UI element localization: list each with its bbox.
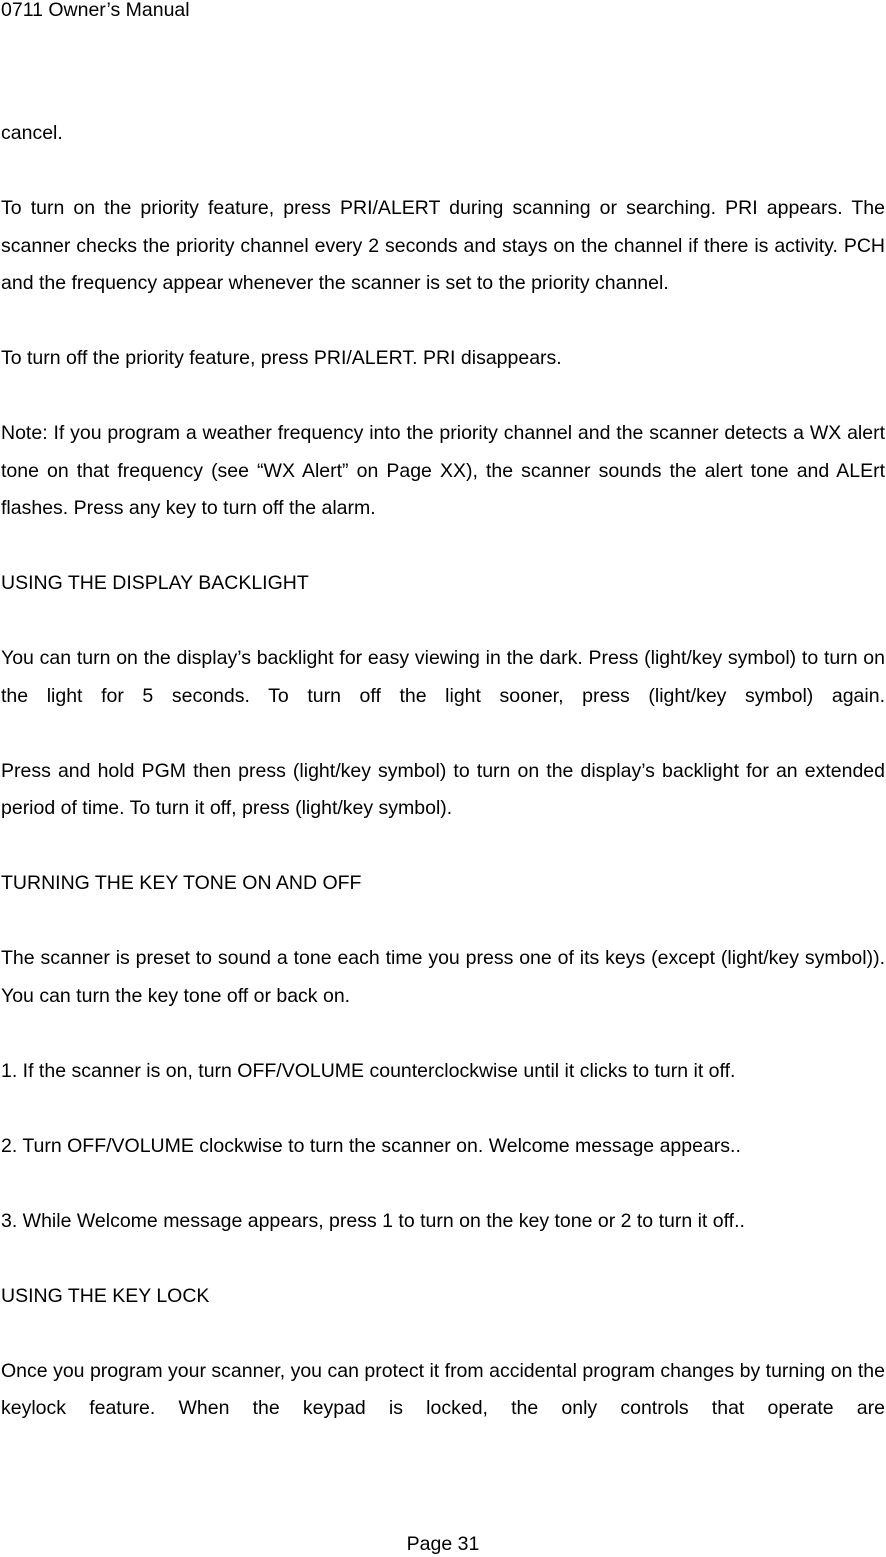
paragraph-key-tone-intro: The scanner is preset to sound a tone each time you press one of its keys (except (light/key symbol)). You can turn the key tone off or back on. xyxy=(1,947,885,1007)
heading-key-tone: TURNING THE KEY TONE ON AND OFF xyxy=(1,872,362,894)
paragraph-cancel: cancel. xyxy=(1,122,63,144)
page-number: Page 31 xyxy=(406,1533,480,1555)
paragraph-key-lock: Once you program your scanner, you can protect it from accidental program changes by turning on the keylock feature. When the keypad is locked, the only controls that operate are xyxy=(1,1359,885,1419)
step-1-turn-off: 1. If the scanner is on, turn OFF/VOLUME counterclockwise until it clicks to turn it off. xyxy=(1,1059,736,1082)
heading-display-backlight: USING THE DISPLAY BACKLIGHT xyxy=(1,572,309,594)
page-body xyxy=(1,115,885,1465)
paragraph-backlight-extended: Press and hold PGM then press (light/key symbol) to turn on the display’s backlight for an extended period of time. To turn it off, press (light/key symbol). xyxy=(1,759,885,819)
page-header-title: 0711 Owner’s Manual xyxy=(1,0,190,21)
paragraph-backlight-on: You can turn on the display’s backlight for easy viewing in the dark. Press (light/key symbol) to turn on the light for 5 seconds. To turn off the light sooner, press (light/key symbol) again. xyxy=(1,647,885,707)
heading-key-lock: USING THE KEY LOCK xyxy=(1,1284,210,1307)
paragraph-priority-on: To turn on the priority feature, press PRI/ALERT during scanning or searching. PRI appears. The scanner checks the priority channel every 2 seconds and stays on the channel if there is activity. PCH and the frequency appear whenever the scanner is set to the priority channel. xyxy=(1,197,885,294)
step-2-turn-on: 2. Turn OFF/VOLUME clockwise to turn the scanner on. Welcome message appears.. xyxy=(1,1134,741,1157)
step-3-key-tone: 3. While Welcome message appears, press 1 to turn on the key tone or 2 to turn it off.. xyxy=(1,1209,745,1232)
paragraph-priority-off: To turn off the priority feature, press PRI/ALERT. PRI disappears. xyxy=(1,347,562,369)
paragraph-weather-note: Note: If you program a weather frequency into the priority channel and the scanner detects a WX alert tone on that frequency (see “WX Alert” on Page XX), the scanner sounds the alert tone and ALErt flashes. Press any key to turn off the alarm. xyxy=(1,422,885,519)
